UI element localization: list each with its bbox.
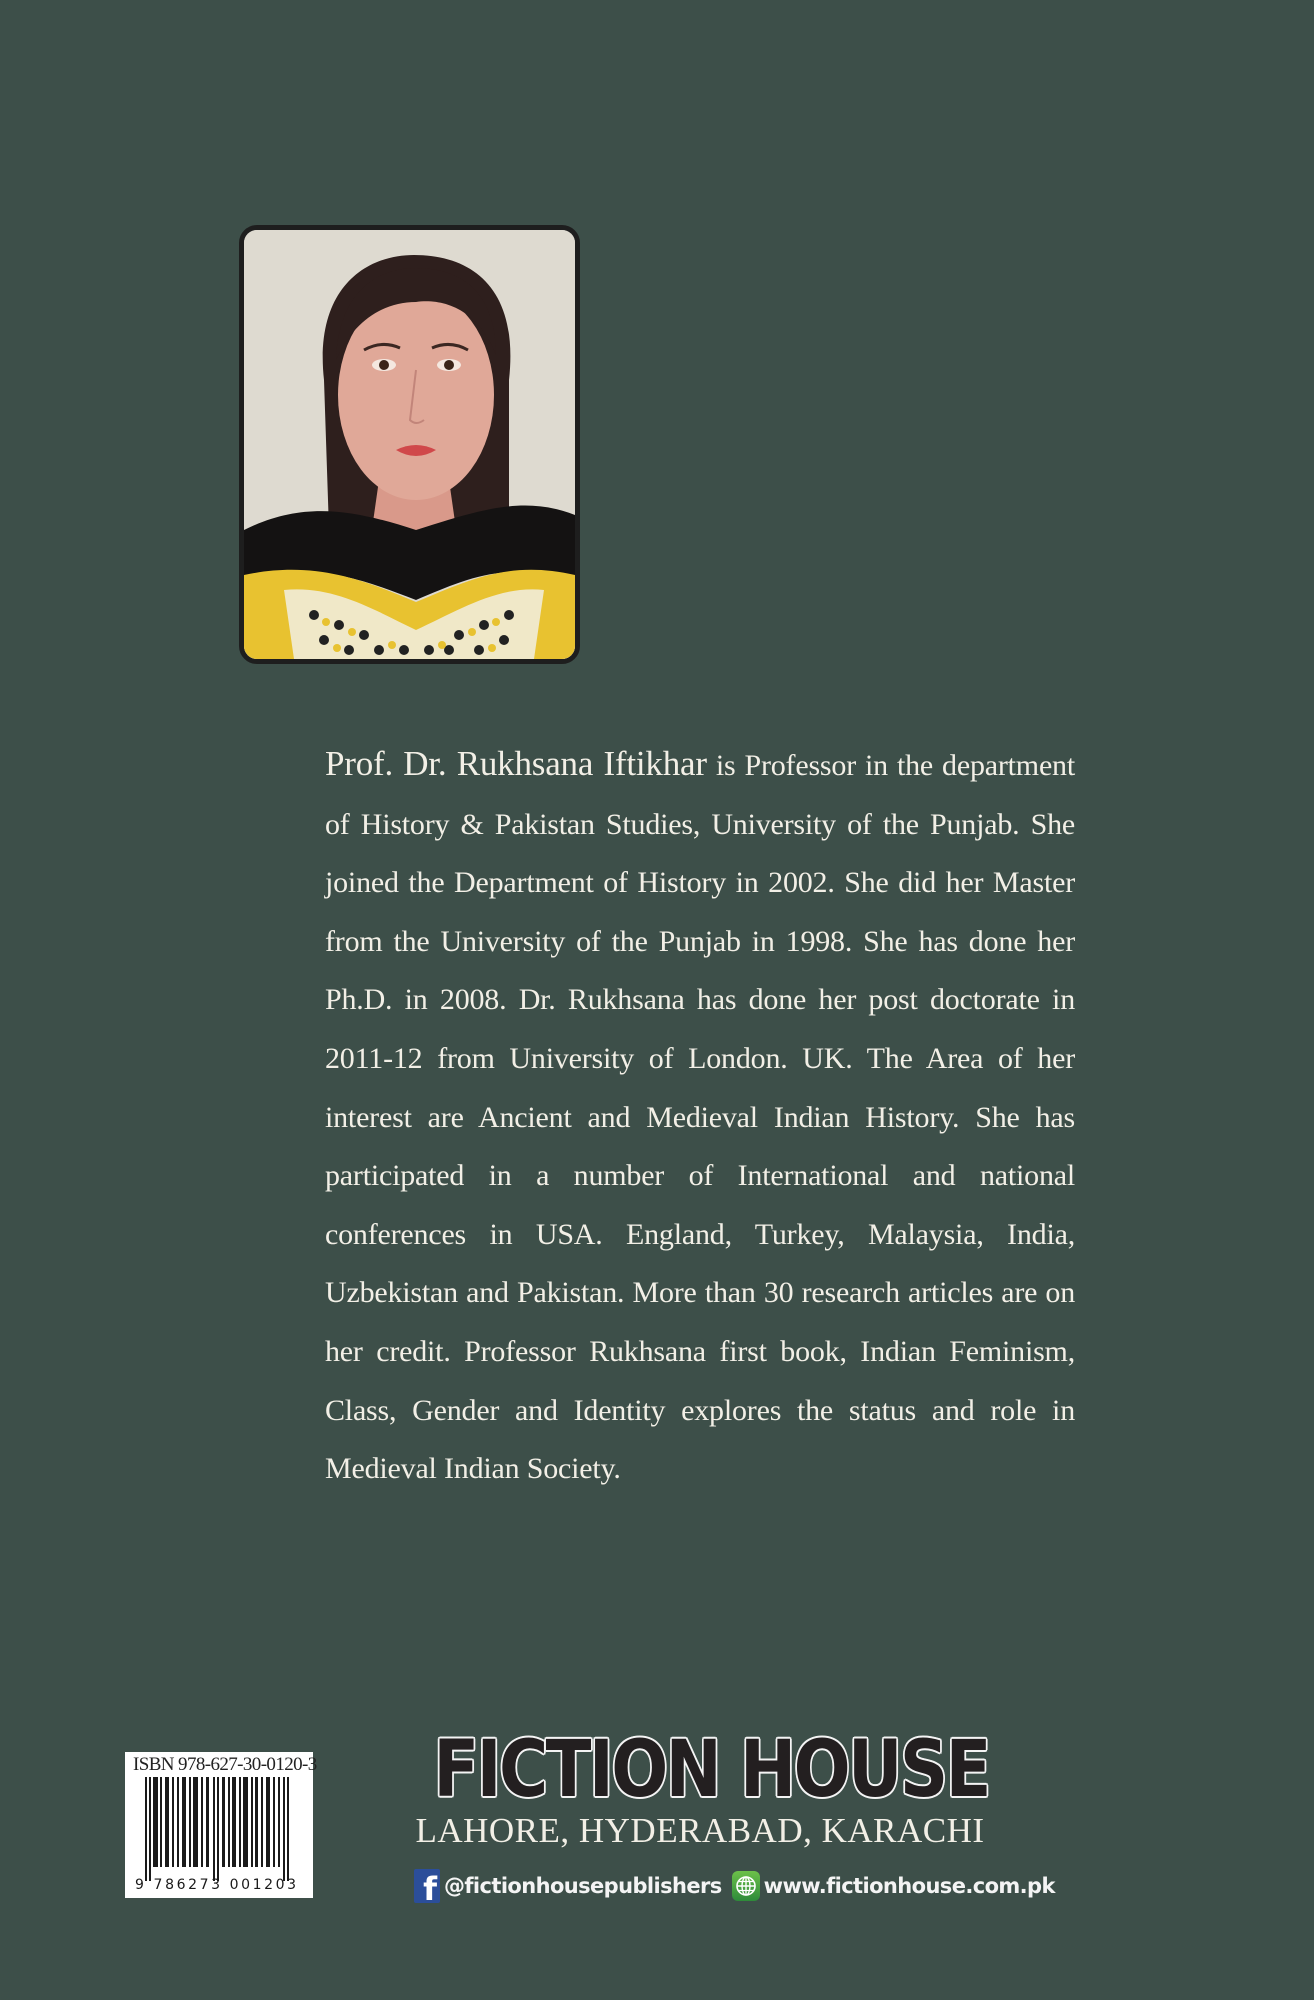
author-name: Prof. Dr. Rukhsana Iftikhar	[325, 744, 707, 783]
publisher-block	[390, 1725, 1010, 1852]
publisher-website[interactable]: www.fictionhouse.com.pk	[763, 1874, 1055, 1898]
isbn-barcode	[125, 1752, 317, 1898]
publisher-contacts	[414, 1868, 1055, 1908]
author-bio	[325, 735, 1075, 1499]
barcode-icon	[133, 1775, 305, 1893]
facebook-handle[interactable]: @fictionhousepublishers	[444, 1874, 722, 1898]
author-bio-text: is Professor in the department of History & Pakistan Studies, University of the Punjab. She joined the Department of History in 2002. She did her Master from the University of the Punjab in 1998. She has done her Ph.D. in 2008. Dr. Rukhsana has done her post doctorate in 2011-12 from University of London. UK. The Area of her interest are Ancient and Medieval Indian History. She has participated in a number of International and national conferences in USA. England, Turkey, Malaysia, India, Uzbekistan and Pakistan. More than 30 research articles are on her credit. Professor Rukhsana first book, Indian Feminism, Class, Gender and Identity explores the status and role in Medieval Indian Society.	[325, 749, 1075, 1486]
globe-icon	[732, 1871, 760, 1901]
barcode-digits: 9 786273 001203	[135, 1877, 299, 1893]
publisher-cities: LAHORE, HYDERABAD, KARACHI	[415, 1811, 985, 1850]
isbn-label: ISBN 978-627-30-0120-3	[133, 1754, 317, 1775]
publisher-name: FICTION HOUSE	[433, 1725, 989, 1815]
author-photo	[239, 225, 580, 664]
facebook-icon: f	[414, 1869, 440, 1903]
author-portrait-image	[244, 230, 575, 659]
